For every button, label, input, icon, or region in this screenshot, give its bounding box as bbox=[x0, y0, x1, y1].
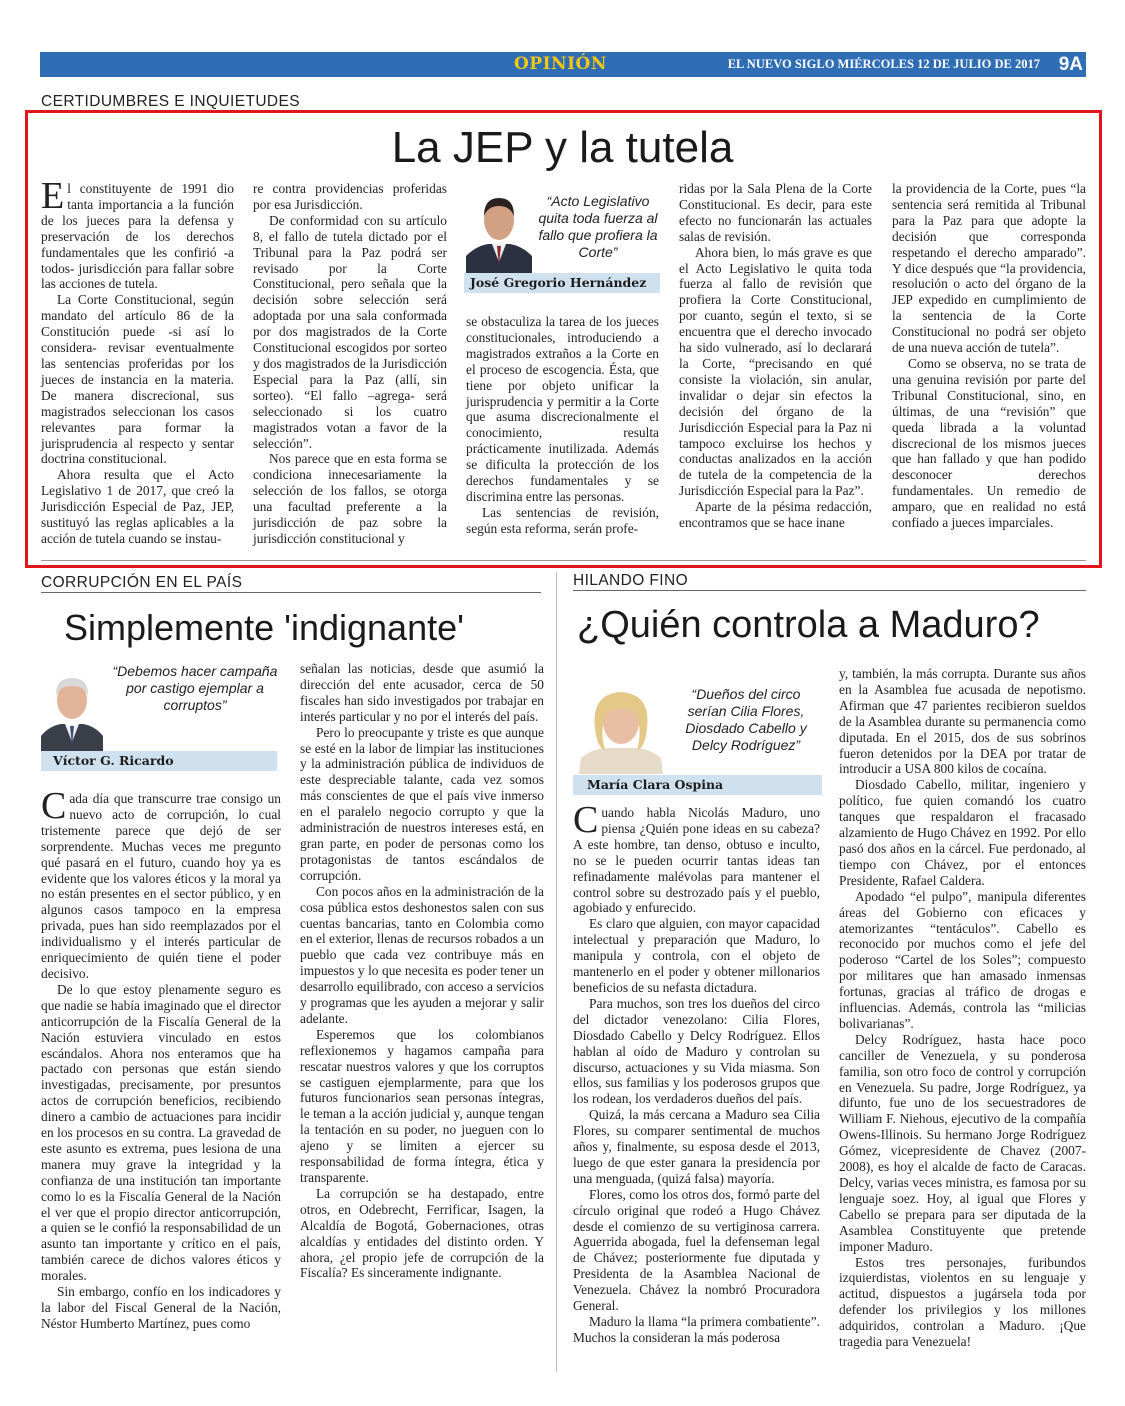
column-separator bbox=[556, 572, 557, 1372]
paragraph: El constituyente de 1991 dio tanta importancia a la función de los jueces para la defensa y preservación de los derechos fundamentales que les confirió -a todos- jurisdicción para fallar sobre las acciones de tutela. bbox=[41, 175, 234, 292]
paragraph: La corrupción se ha destapado, entre otros, en Odebrecht, Ferrificar, Isagen, la Alcaldía de Bogotá, Gobernaciones, otras alcaldías y entidades del distinto orden. Y ahora, ¿el propio jefe de corrupción de la Fiscalía? Es sinceramente indignante. bbox=[300, 1185, 544, 1281]
article1-col-3 bbox=[466, 314, 659, 537]
article3-col-1 bbox=[573, 799, 820, 1346]
article3-pull-quote: “Dueños del circo serían Cilia Flores, Diosdado Cabello y Delcy Rodríguez” bbox=[685, 686, 807, 753]
paragraph: De conformidad con su artículo 8, el fallo de tutela dictado por el Tribunal para la Paz podrá ser revisado por la Corte Constitucional, pero señala que la decisión sobre selección será adoptada por una sala conformada por dos magistrados de la Corte Constitucional escogidos por sorteo y dos magistrados de la Jurisdicción Especial para la Paz (allí, sin sorteo). “El fallo –agrega- será seleccionado si los cuatro magistrados votan a favor de la selección”. bbox=[253, 212, 447, 451]
paragraph: Pero lo preocupante y triste es que aunque se esté en la labor de limpiar las instituciones y la administración pública de individuos de este despreciable talante, cada vez somos más conscientes de que el país vive inmerso en el paralelo negocio corrupto y que la administración de nuestros intereses está, en gran parte, en poder de personas como los protagonistas de tantos escándalos de corrupción. bbox=[300, 724, 544, 883]
author-photo bbox=[573, 678, 669, 774]
article2-pull-quote: “Debemos hacer campaña por castigo ejemplar a corruptos” bbox=[112, 663, 278, 713]
paragraph: La Corte Constitucional, según mandato del artículo 86 de la Constitución puede -si así lo considera- revisar eventualmente las sentencias proferidas por los jueces de instancia en la materia. De manera discrecional, sus magistrados seleccionan los casos relevantes para formar la jurisprudencia al respecto y sentar doctrina constitucional. bbox=[41, 292, 234, 467]
author-photo bbox=[466, 186, 532, 274]
paragraph: Estos tres personajes, furibundos izquierdistas, violentos en su lenguaje y actitud, dispuestos a jugársela toda por defender los privilegios y los millones adquiridos, controlan a Maduro. ¡Que tragedia para Venezuela! bbox=[839, 1254, 1086, 1350]
paragraph: Quizá, la más cercana a Maduro sea Cilia Flores, su comparer sentimental de muchos años y, finalmente, su esposa desde el 2013, luego de que ester ganara la presidencia por una menguada, (quizá falsa) mayoría. bbox=[573, 1107, 820, 1186]
paragraph: De lo que estoy plenamente seguro es que nadie se había imaginado que el director anticorrupción de la Fiscalía General de la Nación estuviera vinculado en estos escándalos. Ahora nos enteramos que ha pactado con personas que están siendo investigadas, precisamente, por presuntos actos de corrupción beneficios, recibiendo dinero a cambio de actuaciones para incidir en los procesos en su contra. La gravedad de este asunto es extrema, pues lesiona de una manera muy grave la integridad y la confianza de una institución tan importante como lo es la Fiscalía General de la Nación el ver que el propio director anticorrupción, a quien se le confió la responsabilidad de un asunto tan importante y crítico en el país, también carece de dichos valores éticos y morales. bbox=[41, 981, 281, 1284]
article3-col-2 bbox=[839, 666, 1086, 1350]
paragraph: ridas por la Sala Plena de la Corte Constitucional. Es decir, para este efecto no funcionarán las actuales salas de revisión. bbox=[679, 181, 872, 244]
paragraph: y, también, la más corrupta. Durante sus años en la Asamblea fue acusada de nepotismo. Afirman que 47 parientes recibieron sueldos de la Asamblea durante su permanencia como diputada. En el 2015, dos de sus sobrinos fueron detenidos por la DEA por tratar de introducir a USA 800 kilos de cocaína. bbox=[839, 666, 1086, 777]
paragraph: Para muchos, son tres los dueños del circo del dictador venezolano: Cilia Flores, Diosdado Cabello y Delcy Rodríguez. Ellos hablan al oído de Maduro y controlan su discurso, actuaciones y su Vida miasma. Son ellos, sus familias y los poderosos grupos que los rodean, los verdaderos dueños del país. bbox=[573, 995, 820, 1107]
article1-kicker: CERTIDUMBRES E INQUIETUDES bbox=[41, 93, 301, 110]
paragraph: Apodado “el pulpo”, manipula diferentes áreas del Gobierno con eficaces y atemorizantes “tentáculos”. Cabello es reconocido por muchos como el jefe del poderoso “Cartel de los Soles”; compuesto por militares que han amasado inmensas fortunas, gracias al tráfico de drogas e influencias. Además, controla las “milicias bolivarianas”. bbox=[839, 888, 1086, 1031]
article1-col-2 bbox=[253, 181, 447, 547]
paragraph: Flores, como los otros dos, formó parte del círculo original que rodeó a Hugo Chávez desde el comienzo de su vertiginosa carrera. Aguerrida abogada, fuel la defenseman legal de Chávez; posteriormente fue diputada y Presidenta de la Asamblea Nacional de Venezuela. Chávez la nombró Procuradora General. bbox=[573, 1186, 820, 1314]
paragraph: Ahora bien, lo más grave es que el Acto Legislativo le quita toda fuerza al fallo de revisión que profiera la Corte Constitucional, por cuanto, según el texto, si se encuentra que el derecho invocado ha sido vulnerado, así lo declarará la Corte, “precisando en qué consiste la violación, sin anular, invalidar o dejar sin efectos la decisión del órgano de la Jurisdicción Especial para la Paz ni tampoco excluirse los hechos y conductas analizados en la acción de tutela de la competencia de la Jurisdicción Especial para la Paz”. bbox=[679, 244, 872, 499]
publication-date: EL NUEVO SIGLO MIÉRCOLES 12 DE JULIO DE 2017 bbox=[727, 57, 1040, 71]
article1-title: La JEP y la tutela bbox=[391, 123, 734, 172]
paragraph: señalan las noticias, desde que asumió la dirección del ente acusador, cerca de 50 fiscales han sido investigados por trabajar en interés particular y no por el interés del país. bbox=[300, 661, 544, 724]
paragraph: Es claro que alguien, con mayor capacidad intelectual y preparación que Maduro, lo manipula y controla, con el objeto de mantenerlo en el poder y obtener millonarios beneficios de su nefasta dictadura. bbox=[573, 916, 820, 995]
paragraph: Diosdado Cabello, militar, ingeniero y político, fue quien comandó los cuatro tanques que respaldaron el fracasado alzamiento de Hugo Chávez en 1992. Por ello pasó dos años en la cárcel. Fue perdonado, al tiempo con Chávez, por el entonces Presidente, Rafael Caldera. bbox=[839, 777, 1086, 888]
paragraph: Cuando habla Nicolás Maduro, uno piensa ¿Quién pone ideas en su cabeza? A este hombre, tan denso, obtuso e inculto, no se le pueden ocurrir tantas ideas tan refinadamente malévolas para mantener el control sobre su destrozado país y el pueblo, agobiado y enfurecido. bbox=[573, 799, 820, 916]
paragraph: Como se observa, no se trata de una genuina revisión por parte del Tribunal Constitucional, sino, en últimas, de una “revisión” que queda librada a la voluntad discrecional de los mismos jueces que han fallado y que han podido desconocer derechos fundamentales. Un remedio de amparo, que en realidad no está confiado a jueces imparciales. bbox=[892, 355, 1086, 531]
paragraph: Ahora resulta que el Acto Legislativo 1 de 2017, que creó la Jurisdicción Especial de Paz, JEP, sustituyó las reglas aplicables a la acción de tutela cuando se instau- bbox=[41, 467, 234, 546]
paragraph: Esperemos que los colombianos reflexionemos y hagamos campaña para rescatar nuestros valores y que los corruptos se castiguen ejemplarmente, para que los futuros funcionarios sean personas íntegras, le teman a la acción judicial y, aunque tengan la tentación en su poder, no jueguen con lo ajeno y se limiten a ejercer su responsabilidad de forma íntegra, ética y transparente. bbox=[300, 1026, 544, 1185]
paragraph: Aparte de la pésima redacción, encontramos que se hace inane bbox=[679, 499, 872, 531]
page-number: 9A bbox=[1058, 54, 1083, 75]
article2-author: Víctor G. Ricardo bbox=[41, 751, 277, 771]
article1-col-1 bbox=[41, 175, 234, 547]
article1-author: José Gregorio Hernández bbox=[464, 273, 660, 293]
section-header-bar bbox=[40, 52, 1086, 77]
paragraph: Delcy Rodríguez, hasta hace poco canciller de Venezuela, y su ponderosa familia, son otro foco de control y corrupción en Venezuela. Su padre, Jorge Rodríguez, ya difunto, fue uno de los secuestradores de William F. Niehous, ejecutivo de la compañía Owens-Illinois. Su hermano Jorge Rodríguez Gómez, vicepresidente de Chavez (2007- 2008), es hoy el alcalde de facto de Caracas. Delcy, varias veces ministra, es famosa por su lenguaje soez. Hoy, al igual que Flores y Cabello se prepara para ser diputada de la Asamblea Constituyente que pretende imponer Maduro. bbox=[839, 1031, 1086, 1254]
article3-author: María Clara Ospina bbox=[573, 775, 822, 795]
article2-col-1 bbox=[41, 785, 281, 1332]
article1-col-4 bbox=[679, 181, 872, 531]
article2-kicker-rule bbox=[41, 592, 541, 593]
article1-col-5 bbox=[892, 181, 1086, 531]
paragraph: Nos parece que en esta forma se condiciona innecesariamente la selección de los fallos, se otorga una facultad preferente a la jurisdicción de paz sobre la jurisdicción constitucional y bbox=[253, 451, 447, 546]
paragraph: Maduro la llama “la primera combatiente”. Muchos la consideran la más poderosa bbox=[573, 1314, 820, 1345]
article3-kicker-rule bbox=[573, 590, 1086, 591]
paragraph: se obstaculiza la tarea de los jueces constitucionales, introduciendo a magistrados extraños a la Corte en el proceso de escogencia. Ésta, que tiene por objeto unificar la jurisprudencia y permitir a la Corte que asuma discrecionalmente el conocimiento, resulta prácticamente inutilizada. Además se dificulta la protección de los derechos fundamentales y se discrimina entre las personas. bbox=[466, 314, 659, 504]
article3-kicker: HILANDO FINO bbox=[573, 572, 689, 589]
paragraph: re contra providencias proferidas por esa Jurisdicción. bbox=[253, 181, 447, 212]
article3-title: ¿Quién controla a Maduro? bbox=[577, 604, 1040, 646]
paragraph: Cada día que transcurre trae consigo un nuevo acto de corrupción, lo cual tristemente parece que dejó de ser sorprendente. Muchas veces me pregunto qué pasará en el futuro, cuando hoy ya es evidente que los valores éticos y la moral ya no están presentes en el sector público, y en algunos casos tampoco en la empresa privada, pues han sido reemplazados por el individualismo y el interés particular de enriquecimiento de quién tiene el poder decisivo. bbox=[41, 785, 281, 981]
author-photo bbox=[41, 664, 103, 752]
paragraph: Sin embargo, confío en los indicadores y la labor del Fiscal General de la Nación, Néstor Humberto Martínez, pues como bbox=[41, 1284, 281, 1331]
section-divider bbox=[41, 560, 1086, 561]
paragraph: Con pocos años en la administración de la cosa pública estos deshonestos salen con sus cuentas bancarias, tanto en Colombia como en el exterior, llenas de recursos robados a un pueblo que cada vez contribuye más en impuestos y lo que necesita es poder tener un desarrollo equilibrado, con acceso a servicios y programas que les ayuden a mejorar y salir adelante. bbox=[300, 883, 544, 1026]
paragraph: Las sentencias de revisión, según esta reforma, serán profe- bbox=[466, 504, 659, 536]
section-name: OPINIÓN bbox=[514, 54, 607, 74]
article2-col-2 bbox=[300, 661, 544, 1281]
article2-kicker: CORRUPCIÓN EN EL PAÍS bbox=[41, 574, 243, 591]
paragraph: la providencia de la Corte, pues “la sentencia será remitida al Tribunal para la Paz para que adopte la decisión que corresponda respetando el derecho amparado”. Y dice después que “la providencia, resolución o acto del órgano de la JEP expedido en cumplimiento de la sentencia de la Corte Constitucional no podrá ser objeto de una nueva acción de tutela”. bbox=[892, 181, 1086, 356]
article2-title: Simplemente 'indignante' bbox=[64, 607, 464, 648]
article1-pull-quote: “Acto Legislativo quita toda fuerza al fallo que profiera la Corte” bbox=[538, 193, 658, 260]
